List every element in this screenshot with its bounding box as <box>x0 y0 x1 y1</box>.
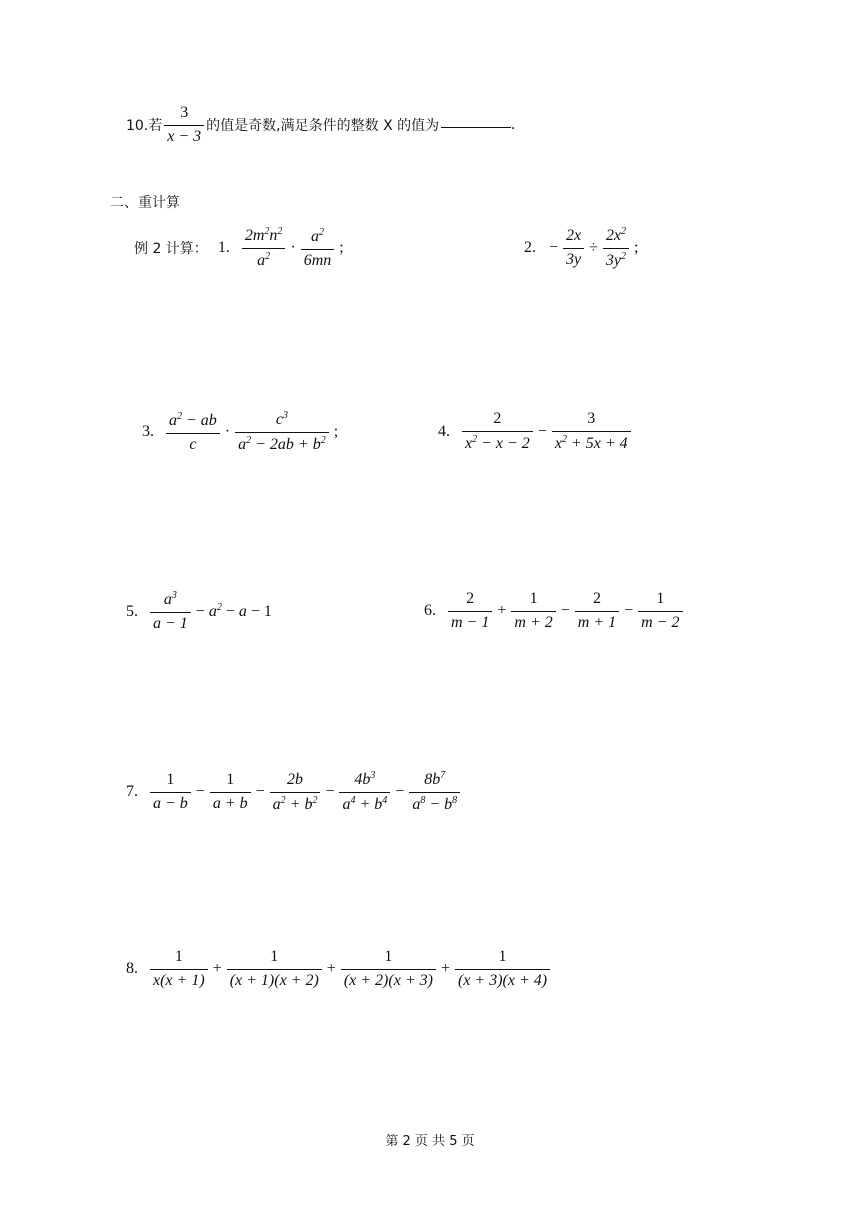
fraction: $\frac{1}{(x + 2)(x + 3)}$ <box>341 948 436 991</box>
problem-6: 6. $\frac{2}{m - 1}$ + $\frac{1}{m + 2}$ − $\frac{2}{m + 1}$ − $\frac{1}{m - 2}$ <box>424 590 685 633</box>
fraction: $\frac{1}{(x + 3)(x + 4)}$ <box>455 948 550 991</box>
page-footer: 第 2 页 共 5 页 <box>385 1134 475 1149</box>
fraction: $\frac{2x}{3y}$ <box>563 227 584 270</box>
question-10 <box>126 104 515 147</box>
fraction: $\frac{c^3}{a^2 - 2ab + b^2}$ <box>235 410 329 455</box>
fraction: $\frac{2}{x^2 - x - 2}$ <box>462 410 533 454</box>
fraction: $\frac{1}{m - 2}$ <box>638 590 682 633</box>
problem-1-label: 1. <box>217 239 230 257</box>
fraction: $\frac{3}{x^2 + 5x + 4}$ <box>552 410 631 454</box>
section-title: 二、重计算 <box>110 195 180 211</box>
problem-3-label: 3. <box>142 423 154 441</box>
fraction: $\frac{2m^2n^2}{a^2}$ <box>242 226 286 271</box>
q10-fraction: $\frac{3}{x - 3}$ <box>164 104 204 147</box>
problem-5-label: 5. <box>126 602 138 620</box>
problem-3: 3. $\frac{a^2 - ab}{c}$ · $\frac{c^3}{a^2 - 2ab + b^2}$ ; <box>142 410 339 454</box>
fraction: $\frac{1}{(x + 1)(x + 2)}$ <box>227 948 322 991</box>
example-label: 例 2 计算： <box>134 241 208 258</box>
problem-2: 2. − $\frac{2x}{3y}$ ÷ $\frac{2x^2}{3y^2}$ ; <box>524 226 639 270</box>
fraction: $\frac{8b^7}{a^8 - b^8}$ <box>409 770 460 815</box>
fraction: $\frac{2b}{a^2 + b^2}$ <box>270 771 321 815</box>
fraction: $\frac{1}{m + 2}$ <box>511 590 555 633</box>
fraction: $\frac{a^2}{6mn}$ <box>301 227 335 271</box>
q10-suffix: 的值是奇数,满足条件的整数 X 的值为 <box>206 118 440 135</box>
problem-6-label: 6. <box>424 602 436 620</box>
fraction: $\frac{2}{m + 1}$ <box>575 590 619 633</box>
fraction: $\frac{1}{a - b}$ <box>150 771 191 814</box>
fraction: $\frac{1}{x(x + 1)}$ <box>150 948 208 991</box>
problem-5: 5. $\frac{a^3}{a - 1}$ − $a^2 - a - 1$ <box>126 590 272 633</box>
fraction: $\frac{2x^2}{3y^2}$ <box>603 226 629 271</box>
problem-4-label: 4. <box>438 422 450 440</box>
q10-end: . <box>511 116 516 134</box>
problem-8-label: 8. <box>126 960 138 978</box>
problem-7: 7. $\frac{1}{a - b}$ − $\frac{1}{a + b}$ − $\frac{2b}{a^2 + b^2}$ − $\frac{4b^3}{a^4 + b^4}$ − $\frac{8b^7}{a^8 - b^8}$ <box>126 770 462 815</box>
fraction: $\frac{2}{m - 1}$ <box>448 590 492 633</box>
fraction: $\frac{a^2 - ab}{c}$ <box>166 411 220 455</box>
fraction: $\frac{a^3}{a - 1}$ <box>150 590 191 634</box>
fraction: $\frac{4b^3}{a^4 + b^4}$ <box>339 770 390 815</box>
problem-7-label: 7. <box>126 783 138 801</box>
problem-2-label: 2. <box>524 239 536 257</box>
q10-prefix: 10.若 <box>126 118 163 135</box>
fraction: $\frac{1}{a + b}$ <box>210 771 251 814</box>
problem-1: 例 2 计算： 1. $\frac{2m^2n^2}{a^2}$ · $\frac{a^2}{6mn}$ ; <box>134 226 344 270</box>
problem-4: 4. $\frac{2}{x^2 - x - 2}$ − $\frac{3}{x^2 + 5x + 4}$ <box>438 410 633 454</box>
problem-8: 8. $\frac{1}{x(x + 1)}$ + $\frac{1}{(x + 1)(x + 2)}$ + $\frac{1}{(x + 2)(x + 3)}$ + $\frac{1}{(x + 3)(x + 4)}$ <box>126 948 552 991</box>
answer-blank[interactable] <box>441 127 511 128</box>
